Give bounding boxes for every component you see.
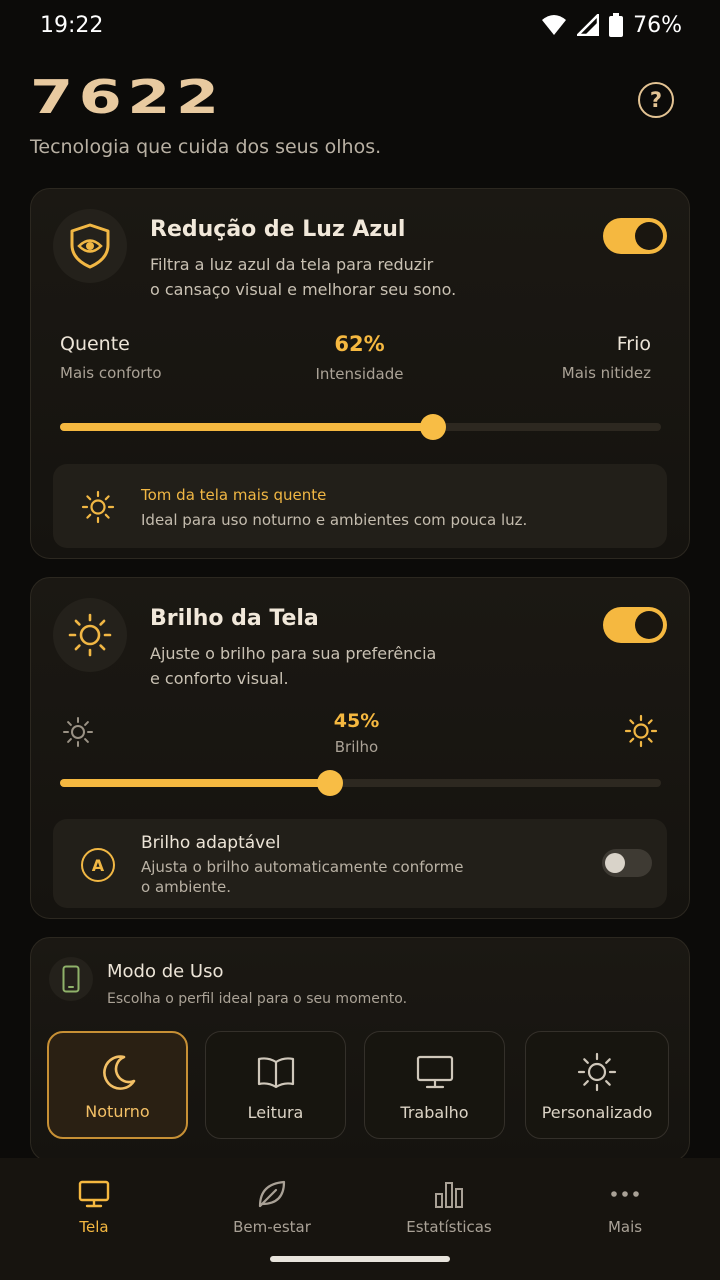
brightness-icon-circle <box>53 598 127 672</box>
status-icons <box>541 13 682 38</box>
mode-label: Noturno <box>85 1102 150 1121</box>
adaptive-brightness-title: Brilho adaptável <box>141 833 281 853</box>
nav-label: Bem-estar <box>233 1218 311 1236</box>
brightness-desc-line-2: e conforto visual. <box>150 669 289 688</box>
question-mark-icon: ? <box>649 88 663 112</box>
brightness-toggle[interactable] <box>603 607 667 643</box>
signal-icon <box>577 14 599 36</box>
usage-mode-title: Modo de Uso <box>107 961 224 982</box>
more-icon <box>609 1178 641 1210</box>
sun-icon <box>81 490 115 524</box>
monitor-icon <box>415 1052 455 1092</box>
bottom-nav <box>0 1158 720 1280</box>
help-button[interactable] <box>638 82 674 118</box>
adaptive-brightness-icon <box>81 848 115 882</box>
mode-label: Leitura <box>247 1103 304 1122</box>
adaptive-brightness-desc-line-1: Ajusta o brilho automaticamente conforme <box>141 858 464 876</box>
shield-eye-icon <box>69 223 111 269</box>
nav-label: Mais <box>607 1218 643 1236</box>
status-bar <box>0 0 720 50</box>
leaf-icon <box>256 1178 288 1210</box>
mode-label: Trabalho <box>400 1103 469 1122</box>
adaptive-brightness-toggle[interactable] <box>602 849 652 877</box>
cold-sublabel: Mais nitidez <box>561 364 651 382</box>
blue-light-title: Redução de Luz Azul <box>150 217 406 242</box>
adaptive-icon-letter: A <box>91 855 105 875</box>
nav-estatisticas[interactable] <box>369 1178 529 1236</box>
toggle-knob <box>635 222 663 250</box>
warm-tone-desc: Ideal para uso noturno e ambientes com pouca luz. <box>141 511 528 529</box>
home-indicator[interactable] <box>270 1256 450 1262</box>
blue-light-icon-circle <box>53 209 127 283</box>
nav-bem-estar[interactable] <box>192 1178 352 1236</box>
warm-sublabel: Mais conforto <box>60 364 162 382</box>
app-header <box>30 72 690 167</box>
book-icon <box>256 1052 296 1092</box>
app-tagline: Tecnologia que cuida dos seus olhos. <box>30 136 382 158</box>
blue-light-value: 62% <box>334 332 385 356</box>
warm-tone-info <box>53 464 667 548</box>
adaptive-brightness-desc-line-2: o ambiente. <box>141 878 232 896</box>
nav-label: Tela <box>79 1218 109 1236</box>
nav-mais[interactable] <box>545 1178 705 1236</box>
brightness-value: 45% <box>333 710 380 732</box>
bar-chart-icon <box>433 1178 465 1210</box>
phone-icon <box>62 965 80 993</box>
blue-light-toggle[interactable] <box>603 218 667 254</box>
battery-icon <box>609 13 623 37</box>
brightness-high-icon <box>624 714 658 748</box>
brightness-desc-line-1: Ajuste o brilho para sua preferência <box>150 644 437 663</box>
blue-light-card <box>30 188 690 559</box>
sun-icon <box>577 1052 617 1092</box>
monitor-icon <box>78 1178 110 1210</box>
blue-light-slider[interactable] <box>60 423 661 431</box>
toggle-knob <box>635 611 663 639</box>
brightness-slider[interactable] <box>60 779 661 787</box>
brightness-card <box>30 577 690 919</box>
nav-label: Estatísticas <box>406 1218 492 1236</box>
mode-leitura[interactable] <box>205 1031 346 1139</box>
wifi-icon <box>541 14 567 36</box>
intensity-label: Intensidade <box>315 365 404 383</box>
blue-light-desc-line-1: Filtra a luz azul da tela para reduzir <box>150 255 434 274</box>
warm-label: Quente <box>60 333 130 355</box>
warm-tone-title: Tom da tela mais quente <box>141 486 327 504</box>
mode-noturno[interactable] <box>47 1031 188 1139</box>
brightness-slider-fill <box>60 779 330 787</box>
usage-mode-card <box>30 937 690 1162</box>
blue-light-slider-fill <box>60 423 433 431</box>
battery-percent: 76% <box>633 12 682 38</box>
moon-icon <box>98 1053 138 1093</box>
brightness-title: Brilho da Tela <box>150 606 319 631</box>
status-time: 19:22 <box>40 12 104 38</box>
mode-label: Personalizado <box>541 1103 653 1122</box>
blue-light-desc-line-2: o cansaço visual e melhorar seu sono. <box>150 280 457 299</box>
sun-icon <box>67 612 113 658</box>
mode-trabalho[interactable] <box>364 1031 505 1139</box>
usage-mode-desc: Escolha o perfil ideal para o seu momento. <box>107 991 408 1007</box>
blue-light-slider-thumb[interactable] <box>420 414 446 440</box>
nav-tela[interactable] <box>14 1178 174 1236</box>
brightness-low-icon <box>62 716 94 748</box>
app-logo: 7622 <box>30 70 225 124</box>
phone-icon-circle <box>49 957 93 1001</box>
brightness-value-label: Brilho <box>334 738 379 756</box>
adaptive-brightness-row <box>53 819 667 908</box>
cold-label: Frio <box>616 333 651 355</box>
toggle-knob <box>605 853 625 873</box>
brightness-slider-thumb[interactable] <box>317 770 343 796</box>
mode-personalizado[interactable] <box>525 1031 669 1139</box>
